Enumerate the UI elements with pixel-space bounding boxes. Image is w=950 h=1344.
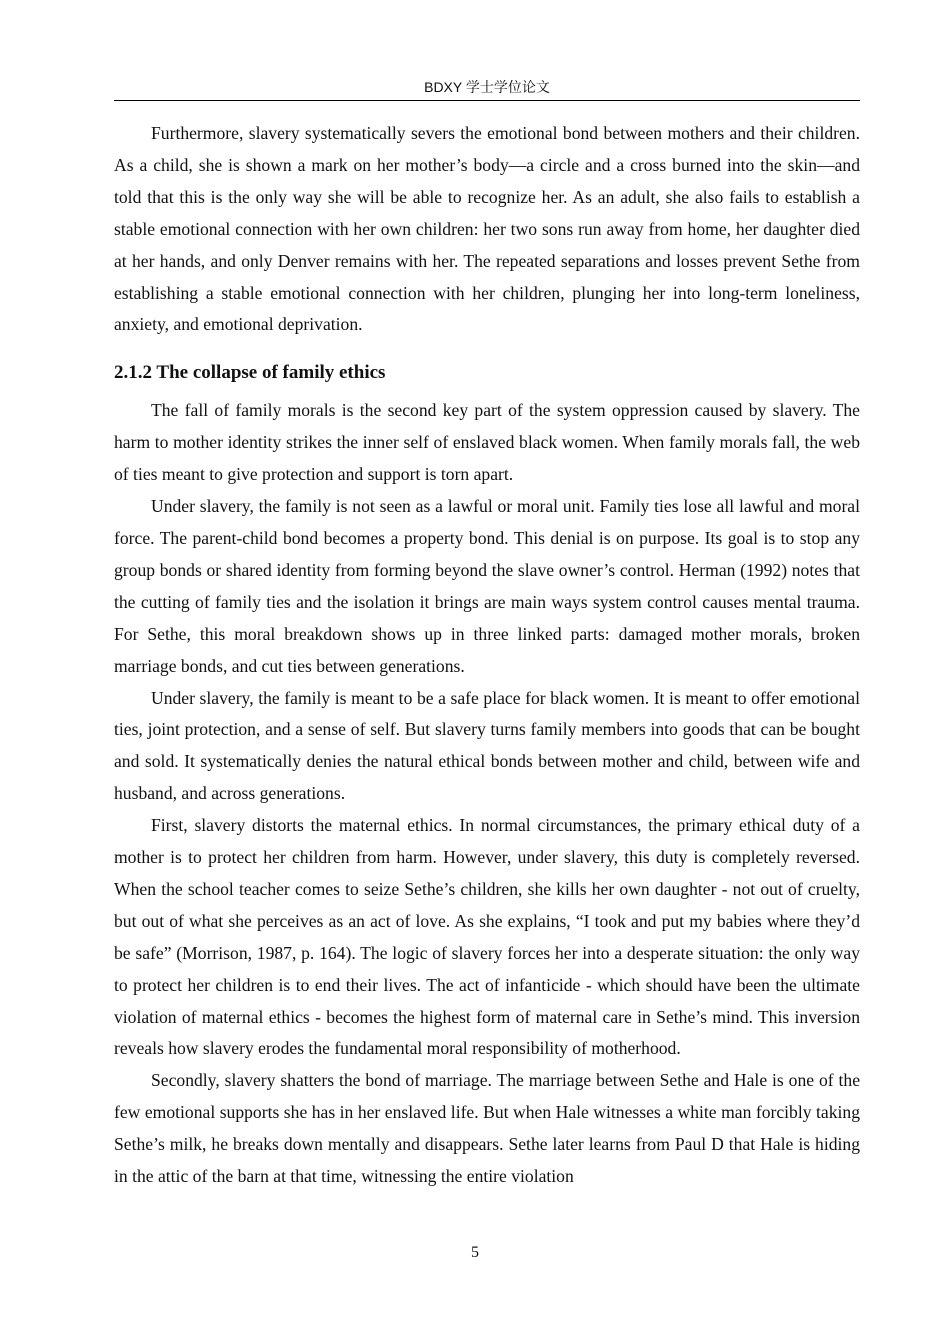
body-paragraph: The fall of family morals is the second key part of the system oppression caused by slavery. The harm to mother identity strikes the inner self of enslaved black women. When family morals fall, the web of ties meant to give protection and support is torn apart. (114, 400, 860, 485)
body-paragraph: Under slavery, the family is not seen as a lawful or moral unit. Family ties lose all lawful and moral force. The parent-child bond becomes a property bond. This denial is on purpose. Its goal is to stop any group bonds or shared identity from forming beyond the slave owner’s control. Herman (1992) notes that the cutting of family ties and the isolation it brings are main ways system control causes mental trauma. For Sethe, this moral breakdown shows up in three linked parts: damaged mother morals, broken marriage bonds, and cut ties between generations. (114, 496, 860, 676)
page-number: 5 (471, 1244, 479, 1261)
running-header (114, 76, 860, 101)
body-paragraph: First, slavery distorts the maternal ethics. In normal circumstances, the primary ethical duty of a mother is to protect her children from harm. However, under slavery, this duty is completely reversed. When the school teacher comes to seize Sethe’s children, she kills her own daughter - not out of cruelty, but out of what she perceives as an act of love. As she explains, “I took and put my babies where they’d be safe” (Morrison, 1987, p. 164). The logic of slavery forces her into a desperate situation: the only way to protect her children is to end their lives. The act of infanticide - which should have been the ultimate violation of maternal ethics - becomes the highest form of maternal care in Sethe’s mind. This inversion reveals how slavery erodes the fundamental moral responsibility of motherhood. (114, 815, 860, 1059)
body-paragraph: Under slavery, the family is meant to be a safe place for black women. It is meant to offer emotional ties, joint protection, and a sense of self. But slavery turns family members into goods that can be bought and sold. It systematically denies the natural ethical bonds between mother and child, between wife and husband, and across generations. (114, 687, 860, 804)
page-body (114, 118, 860, 1193)
body-paragraph: Furthermore, slavery systematically severs the emotional bond between mothers and their children. As a child, she is shown a mark on her mother’s body—a circle and a cross burned into the skin—and told that this is the only way she will be able to recognize her. As an adult, she also fails to establish a stable emotional connection with her own children: her two sons run away from home, her daughter died at her hands, and only Denver remains with her. The repeated separations and losses prevent Sethe from establishing a stable emotional connection with her children, plunging her into long-term loneliness, anxiety, and emotional deprivation. (114, 123, 860, 335)
running-header-title: BDXY 学士学位论文 (424, 79, 550, 95)
body-paragraph: Secondly, slavery shatters the bond of marriage. The marriage between Sethe and Hale is one of the few emotional supports she has in her enslaved life. But when Hale witnesses a white man forcibly taking Sethe’s milk, he breaks down mentally and disappears. Sethe later learns from Paul D that Hale is hiding in the attic of the barn at that time, witnessing the entire violation (114, 1070, 860, 1187)
section-heading: 2.1.2 The collapse of family ethics (114, 362, 386, 384)
